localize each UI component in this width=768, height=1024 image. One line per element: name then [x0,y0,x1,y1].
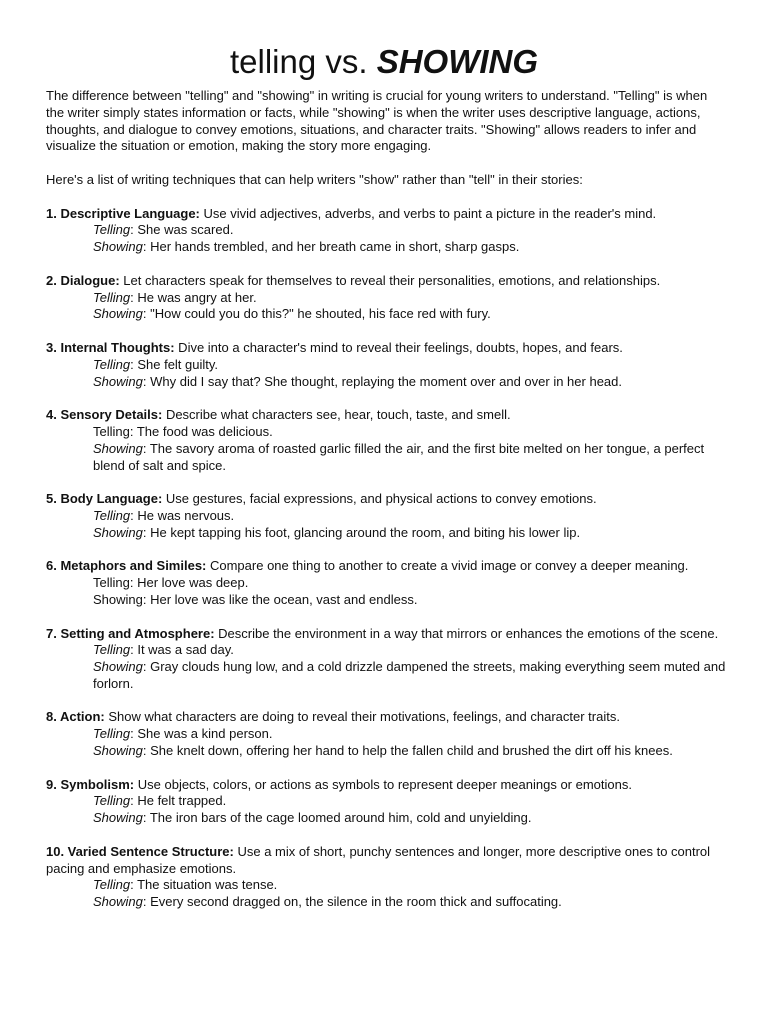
telling-example [93,726,726,743]
telling-text: : She was a kind person. [130,726,273,742]
telling-text: : The situation was tense. [130,877,278,893]
technique-description: Let characters speak for themselves to reveal their personalities, emotions, and relationships. [119,272,661,288]
telling-text: : It was a sad day. [130,642,234,658]
technique-description: Use vivid adjectives, adverbs, and verbs to paint a picture in the reader's mind. [199,205,657,221]
showing-text: : Why did I say that? She thought, replaying the moment over and over in her head. [142,373,622,389]
telling-label: Telling [93,289,131,305]
showing-example [93,743,726,760]
technique-item-3 [46,340,726,390]
technique-heading: 9. Symbolism: [46,776,135,792]
showing-example [93,810,726,827]
title-telling: telling vs. [229,43,377,80]
technique-heading: 1. Descriptive Language: [46,205,200,221]
showing-text: : Every second dragged on, the silence in the room thick and suffocating. [142,894,562,910]
technique-item-5 [46,491,726,541]
showing-label: Showing [93,894,143,910]
showing-text: : She knelt down, offering her hand to help the fallen child and brushed the dirt off his knees. [142,743,673,759]
showing-text: : He kept tapping his foot, glancing around the room, and biting his lower lip. [142,524,581,540]
showing-label: Showing [93,743,143,759]
telling-label: Telling [93,642,131,658]
telling-example [93,424,726,441]
telling-example [93,877,726,894]
showing-example [93,374,726,391]
title-showing: SHOWING [376,43,539,80]
telling-example [93,357,726,374]
technique-heading: 10. Varied Sentence Structure: [46,843,234,859]
technique-heading: 7. Setting and Atmosphere: [46,625,215,641]
showing-example [93,441,726,475]
technique-description: Use gestures, facial expressions, and physical actions to convey emotions. [162,491,597,507]
telling-label: Telling [93,877,131,893]
telling-label: Telling [93,507,131,523]
showing-label: Showing [93,440,143,456]
technique-item-1 [46,206,726,256]
showing-label: Showing [93,810,143,826]
telling-text: : He was nervous. [130,507,235,523]
telling-label: Telling [93,222,131,238]
technique-heading: 5. Body Language: [46,491,163,507]
showing-text: : Her hands trembled, and her breath came in short, sharp gasps. [142,239,520,255]
technique-description: Describe the environment in a way that mirrors or enhances the emotions of the scene. [214,625,719,641]
technique-item-7 [46,626,726,693]
telling-example [93,290,726,307]
telling-label: Telling [93,575,130,591]
technique-description: Use a mix of short, punchy sentences and longer, more descriptive ones to control pacing and emphasize emotions. [46,843,711,876]
showing-text: : Gray clouds hung low, and a cold drizzle dampened the streets, making everything seem muted and forlorn. [93,659,726,691]
showing-example [93,306,726,323]
intro-paragraph: The difference between "telling" and "showing" in writing is crucial for young writers to understand. "Telling" is when the writer simply states information or facts, while "showing" is when the writer uses descriptive language, actions, thoughts, and dialogue to convey emotions, situations, and character traits. "Showing" allows readers to infer and visualize the situation or emotion, making the story more engaging. [46,88,708,154]
technique-heading: 3. Internal Thoughts: [46,339,175,355]
showing-text: : "How could you do this?" he shouted, his face red with fury. [142,306,491,322]
technique-heading: 8. Action: [46,709,105,725]
technique-item-10 [46,844,726,911]
telling-label: Telling [93,793,131,809]
technique-description: Dive into a character's mind to reveal their feelings, doubts, hopes, and fears. [174,339,623,355]
technique-description: Describe what characters see, hear, touch, taste, and smell. [162,407,511,423]
showing-example [93,894,726,911]
telling-example [93,222,726,239]
showing-label: Showing [93,306,143,322]
page-title [0,40,768,84]
showing-label: Showing [93,591,143,607]
showing-example [93,239,726,256]
technique-item-2 [46,273,726,323]
technique-heading: 6. Metaphors and Similes: [46,558,207,574]
technique-item-9 [46,777,726,827]
telling-example [93,793,726,810]
technique-item-6 [46,558,726,608]
showing-example [93,525,726,542]
telling-label: Telling [93,423,130,439]
technique-heading: 2. Dialogue: [46,272,120,288]
telling-text: : Her love was deep. [129,575,249,591]
showing-text: : The savory aroma of roasted garlic filled the air, and the first bite melted on her tongue, a perfect blend of salt and spice. [93,440,705,473]
technique-description: Use objects, colors, or actions as symbols to represent deeper meanings or emotions. [134,776,632,792]
showing-text: : The iron bars of the cage loomed around him, cold and unyielding. [142,810,532,826]
showing-example [93,592,726,609]
technique-item-4 [46,407,726,474]
telling-label: Telling [93,726,131,742]
showing-label: Showing [93,524,143,540]
list-intro: Here's a list of writing techniques that can help writers "show" rather than "tell" in their stories: [46,171,583,187]
telling-text: : She felt guilty. [130,356,219,372]
showing-label: Showing [93,373,143,389]
telling-text: : The food was delicious. [129,423,273,439]
telling-example [93,642,726,659]
telling-example [93,508,726,525]
telling-label: Telling [93,356,131,372]
technique-description: Show what characters are doing to reveal their motivations, feelings, and character traits. [104,709,620,725]
telling-example [93,575,726,592]
technique-description: Compare one thing to another to create a vivid image or convey a deeper meaning. [206,558,689,574]
showing-label: Showing [93,239,143,255]
technique-heading: 4. Sensory Details: [46,407,163,423]
showing-text: : Her love was like the ocean, vast and endless. [142,591,418,607]
showing-example [93,659,726,693]
telling-text: : He was angry at her. [130,289,257,305]
showing-label: Showing [93,659,143,675]
technique-item-8 [46,709,726,759]
document-body [46,88,726,911]
telling-text: : He felt trapped. [130,793,227,809]
telling-text: : She was scared. [130,222,234,238]
